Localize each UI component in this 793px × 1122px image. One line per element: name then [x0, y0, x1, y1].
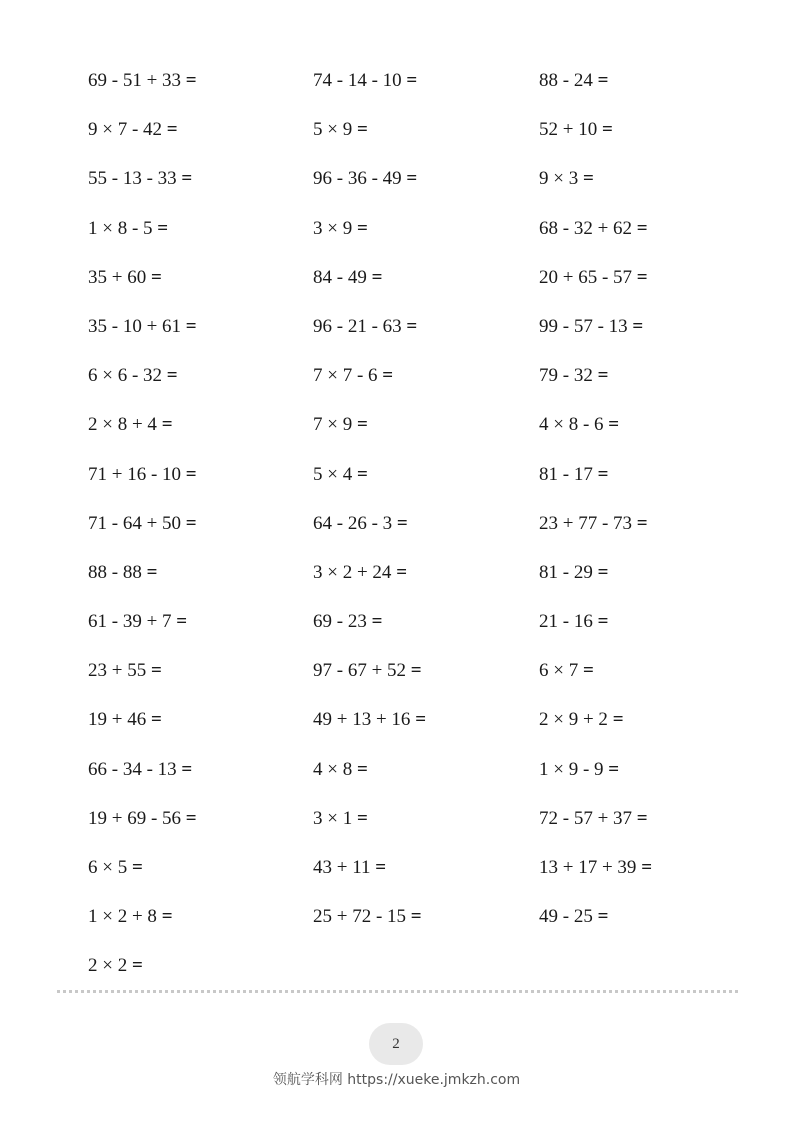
problem-item: [313, 843, 539, 892]
problem-expression: 74 - 14 - 10: [313, 70, 402, 91]
problem-expression: 25 + 72 - 15: [313, 906, 407, 928]
problem-expression: 7 × 7 - 6: [313, 365, 378, 387]
problem-item: [313, 302, 539, 351]
problem-expression: 52 + 10: [539, 119, 598, 141]
equals-sign: =: [157, 217, 169, 239]
problem-item: [313, 892, 539, 941]
equals-sign: =: [597, 365, 609, 387]
equals-sign: =: [601, 119, 613, 141]
equals-sign: =: [181, 758, 193, 780]
page-number: 2: [392, 1035, 400, 1052]
equals-sign: =: [185, 70, 197, 91]
equals-sign: =: [582, 168, 594, 190]
problem-expression: 23 + 77 - 73: [539, 512, 633, 534]
problem-item: [88, 450, 313, 499]
equals-sign: =: [181, 168, 193, 190]
problem-expression: 7 × 9: [313, 414, 353, 436]
problem-item: [88, 302, 313, 351]
problem-item: [539, 499, 728, 548]
problem-expression: 97 - 67 + 52: [313, 660, 407, 682]
problem-expression: 84 - 49: [313, 266, 367, 288]
problem-item: [539, 302, 728, 351]
problem-item: [539, 105, 728, 154]
problem-item: [313, 646, 539, 695]
problem-expression: 5 × 9: [313, 119, 353, 141]
equals-sign: =: [185, 463, 197, 485]
problem-expression: 49 + 13 + 16: [313, 709, 411, 731]
problem-item: [313, 105, 539, 154]
problem-item: [88, 204, 313, 253]
problem-expression: 66 - 34 - 13: [88, 758, 177, 780]
problem-item: [313, 56, 539, 105]
equals-sign: =: [356, 119, 368, 141]
equals-sign: =: [641, 857, 653, 878]
equals-sign: =: [406, 70, 418, 91]
problem-item: [88, 253, 313, 302]
problem-expression: 6 × 5: [88, 857, 128, 878]
problem-item: [88, 400, 313, 449]
equals-sign: =: [582, 660, 594, 682]
equals-sign: =: [636, 807, 648, 829]
problem-item: [88, 548, 313, 597]
problem-item: [313, 154, 539, 203]
problem-item: [88, 695, 313, 744]
problem-item: [88, 351, 313, 400]
problem-item: [539, 794, 728, 843]
equals-sign: =: [371, 611, 383, 633]
equals-sign: =: [636, 266, 648, 288]
problem-item: [539, 253, 728, 302]
problem-item: [313, 204, 539, 253]
problem-item: [88, 499, 313, 548]
equals-sign: =: [612, 709, 624, 731]
problem-expression: 71 - 64 + 50: [88, 512, 182, 534]
problem-item: [539, 695, 728, 744]
problem-expression: 55 - 13 - 33: [88, 168, 177, 190]
problem-expression: 9 × 7 - 42: [88, 119, 163, 141]
problem-item: [88, 154, 313, 203]
equals-sign: =: [608, 414, 620, 436]
problem-expression: 5 × 4: [313, 463, 353, 485]
equals-sign: =: [410, 660, 422, 682]
problem-item: [313, 400, 539, 449]
problem-expression: 35 - 10 + 61: [88, 315, 182, 337]
problem-item: [88, 597, 313, 646]
problem-expression: 68 - 32 + 62: [539, 217, 633, 239]
problem-item: [88, 843, 313, 892]
problem-expression: 3 × 2 + 24: [313, 561, 392, 583]
problem-expression: 69 - 51 + 33: [88, 70, 182, 91]
problem-expression: 2 × 8 + 4: [88, 414, 157, 436]
problem-item: [88, 941, 313, 990]
equals-sign: =: [185, 807, 197, 829]
problem-expression: 2 × 9 + 2: [539, 709, 608, 731]
problem-item: [539, 646, 728, 695]
problem-item: [88, 646, 313, 695]
equals-sign: =: [608, 758, 620, 780]
problem-item: [88, 745, 313, 794]
problem-expression: 6 × 7: [539, 660, 579, 682]
equals-sign: =: [636, 217, 648, 239]
problem-item: [539, 56, 728, 105]
problem-item: [539, 154, 728, 203]
problem-expression: 23 + 55: [88, 660, 147, 682]
problem-item: [313, 695, 539, 744]
problem-expression: 19 + 69 - 56: [88, 807, 182, 829]
equals-sign: =: [636, 512, 648, 534]
equals-sign: =: [150, 660, 162, 682]
problem-item: [539, 843, 728, 892]
equals-sign: =: [166, 365, 178, 387]
problem-item: [539, 597, 728, 646]
problem-expression: 1 × 8 - 5: [88, 217, 153, 239]
problem-item: [539, 351, 728, 400]
problem-item: [313, 499, 539, 548]
equals-sign: =: [150, 709, 162, 731]
problem-expression: 20 + 65 - 57: [539, 266, 633, 288]
equals-sign: =: [396, 561, 408, 583]
equals-sign: =: [597, 906, 609, 928]
equals-sign: =: [597, 70, 609, 91]
problem-item: [539, 548, 728, 597]
equals-sign: =: [356, 414, 368, 436]
equals-sign: =: [146, 561, 158, 583]
problem-expression: 4 × 8 - 6: [539, 414, 604, 436]
equals-sign: =: [161, 414, 173, 436]
problem-expression: 49 - 25: [539, 906, 593, 928]
equals-sign: =: [356, 217, 368, 239]
problem-item: [313, 597, 539, 646]
problem-expression: 21 - 16: [539, 611, 593, 633]
equals-sign: =: [410, 906, 422, 928]
problem-expression: 2 × 2: [88, 955, 128, 977]
problem-expression: 1 × 9 - 9: [539, 758, 604, 780]
equals-sign: =: [166, 119, 178, 141]
problem-item: [313, 548, 539, 597]
problem-expression: 81 - 17: [539, 463, 593, 485]
equals-sign: =: [356, 463, 368, 485]
equals-sign: =: [632, 315, 644, 337]
footer-source: 领航学科网 https://xueke.jmkzh.com: [272, 1072, 521, 1088]
problem-expression: 6 × 6 - 32: [88, 365, 163, 387]
equals-sign: =: [185, 315, 197, 337]
equals-sign: =: [375, 857, 387, 878]
problem-item: [88, 105, 313, 154]
equals-sign: =: [597, 463, 609, 485]
problem-item: [539, 204, 728, 253]
problem-item: [88, 892, 313, 941]
problem-expression: 96 - 21 - 63: [313, 315, 402, 337]
equals-sign: =: [597, 561, 609, 583]
problem-expression: 4 × 8: [313, 758, 353, 780]
problem-expression: 13 + 17 + 39: [539, 857, 637, 878]
page-number-badge: [369, 1023, 423, 1065]
equals-sign: =: [161, 906, 173, 928]
equals-sign: =: [176, 611, 188, 633]
problem-item: [88, 56, 313, 105]
equals-sign: =: [371, 266, 383, 288]
problem-item: [539, 745, 728, 794]
equals-sign: =: [396, 512, 408, 534]
problem-expression: 88 - 88: [88, 561, 142, 583]
equals-sign: =: [131, 857, 143, 878]
problem-expression: 43 + 11: [313, 857, 371, 878]
problem-expression: 88 - 24: [539, 70, 593, 91]
equals-sign: =: [406, 315, 418, 337]
problem-expression: 61 - 39 + 7: [88, 611, 172, 633]
problem-expression: 9 × 3: [539, 168, 579, 190]
equals-sign: =: [415, 709, 427, 731]
problem-expression: 64 - 26 - 3: [313, 512, 393, 534]
problem-item: [313, 745, 539, 794]
equals-sign: =: [356, 758, 368, 780]
problem-expression: 96 - 36 - 49: [313, 168, 402, 190]
problem-item: [539, 400, 728, 449]
problem-expression: 35 + 60: [88, 266, 147, 288]
problem-expression: 79 - 32: [539, 365, 593, 387]
problem-expression: 81 - 29: [539, 561, 593, 583]
equals-sign: =: [406, 168, 418, 190]
problem-expression: 3 × 1: [313, 807, 353, 829]
equals-sign: =: [150, 266, 162, 288]
problem-item: [539, 450, 728, 499]
problem-expression: 69 - 23: [313, 611, 367, 633]
problem-item: [313, 450, 539, 499]
problem-item: [313, 351, 539, 400]
problem-expression: 3 × 9: [313, 217, 353, 239]
problem-item: [313, 253, 539, 302]
equals-sign: =: [185, 512, 197, 534]
problem-expression: 99 - 57 - 13: [539, 315, 628, 337]
dotted-divider: [57, 990, 738, 993]
equals-sign: =: [382, 365, 394, 387]
problem-grid: [88, 56, 728, 991]
problem-expression: 72 - 57 + 37: [539, 807, 633, 829]
equals-sign: =: [597, 611, 609, 633]
equals-sign: =: [131, 955, 143, 977]
problem-expression: 19 + 46: [88, 709, 147, 731]
problem-item: [539, 892, 728, 941]
problem-expression: 71 + 16 - 10: [88, 463, 182, 485]
problem-item: [313, 794, 539, 843]
problem-expression: 1 × 2 + 8: [88, 906, 157, 928]
problem-item: [88, 794, 313, 843]
equals-sign: =: [356, 807, 368, 829]
